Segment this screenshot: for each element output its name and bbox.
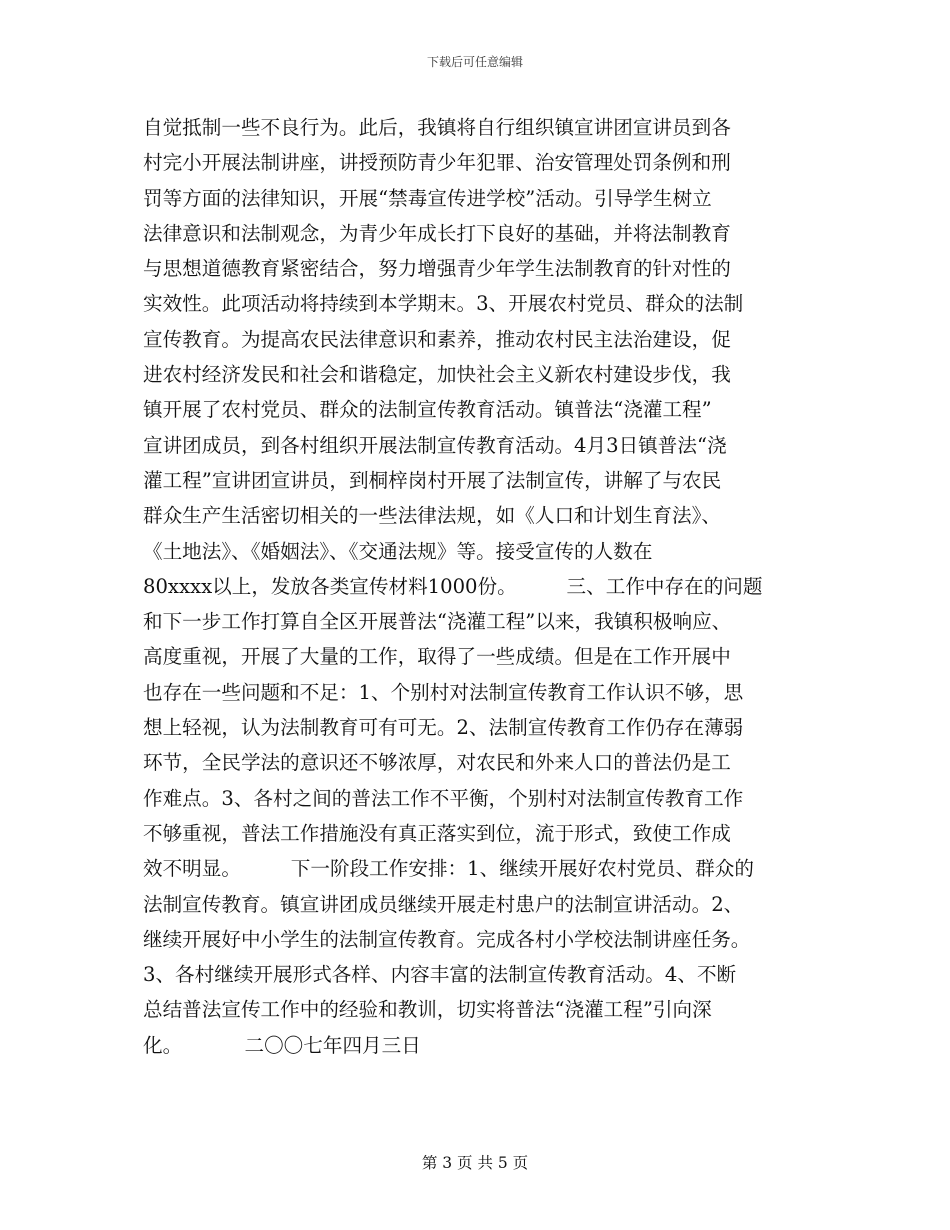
body-line: 镇开展了农村党员、群众的法制宣传教育活动。镇普法“浇灌工程” <box>143 398 712 422</box>
body-line: 3、各村继续开展形式各样、内容丰富的法制宣传教育活动。4、不断 <box>143 963 737 987</box>
body-line: 村完小开展法制讲座，讲授预防青少年犯罪、治安管理处罚条例和刑 <box>143 151 731 175</box>
body-line: 总结普法宣传工作中的经验和教训，切实将普法“浇灌工程”引向深 <box>143 998 712 1022</box>
body-line: 化。 二〇〇七年四月三日 <box>143 1033 421 1057</box>
body-line: 不够重视，普法工作措施没有真正落实到位，流于形式，致使工作成 <box>143 821 731 845</box>
body-line: 继续开展好中小学生的法制宣传教育。完成各村小学校法制讲座任务。 <box>143 927 751 951</box>
body-line: 高度重视，开展了大量的工作，取得了一些成绩。但是在工作开展中 <box>143 645 731 669</box>
body-line: 罚等方面的法律知识，开展“禁毒宣传进学校”活动。引导学生树立 <box>143 186 712 210</box>
body-line: 群众生产生活密切相关的一些法律法规，如《人口和计划生育法》、 <box>143 504 722 528</box>
body-line: 法制宣传教育。镇宣讲团成员继续开展走村患户的法制宣讲活动。2、 <box>143 892 744 916</box>
body-line: 宣讲团成员，到各村组织开展法制宣传教育活动。4月3日镇普法“浇 <box>143 433 727 457</box>
body-line: 80xxxx以上，发放各类宣传材料1000份。 三、工作中存在的问题 <box>143 574 763 598</box>
body-line: 宣传教育。为提高农民法律意识和素养，推动农村民主法治建设，促 <box>143 327 731 351</box>
body-line: 环节，全民学法的意识还不够浓厚，对农民和外来人口的普法仍是工 <box>143 751 731 775</box>
page-number: 第 3 页 共 5 页 <box>421 1154 529 1172</box>
body-line: 想上轻视，认为法制教育可有可无。2、法制宣传教育工作仍存在薄弱 <box>143 716 744 740</box>
document-body <box>143 110 811 1063</box>
page-header: 下载后可任意编辑 <box>426 55 523 69</box>
body-line: 也存在一些问题和不足：1、个别村对法制宣传教育工作认识不够，思 <box>143 680 744 704</box>
body-line: 进农村经济发民和社会和谐稳定，加快社会主义新农村建设步伐，我 <box>143 363 731 387</box>
body-line: 和下一步工作打算自全区开展普法“浇灌工程”以来，我镇积极响应、 <box>143 610 732 634</box>
body-line: 作难点。3、各村之间的普法工作不平衡，个别村对法制宣传教育工作 <box>143 786 744 810</box>
body-line: 《土地法》、《婚姻法》、《交通法规》等。接受宣传的人数在 <box>143 539 653 563</box>
body-line: 实效性。此项活动将持续到本学期末。3、开展农村党员、群众的法制 <box>143 292 744 316</box>
body-line: 法律意识和法制观念，为青少年成长打下良好的基础，并将法制教育 <box>143 221 731 245</box>
body-line: 效不明显。 下一阶段工作安排：1、继续开展好农村党员、群众的 <box>143 857 754 881</box>
body-line: 与思想道德教育紧密结合，努力增强青少年学生法制教育的针对性的 <box>143 257 731 281</box>
body-line: 灌工程”宣讲团宣讲员，到桐梓岗村开展了法制宣传，讲解了与农民 <box>143 468 722 492</box>
body-line: 自觉抵制一些不良行为。此后，我镇将自行组织镇宣讲团宣讲员到各 <box>143 116 731 139</box>
